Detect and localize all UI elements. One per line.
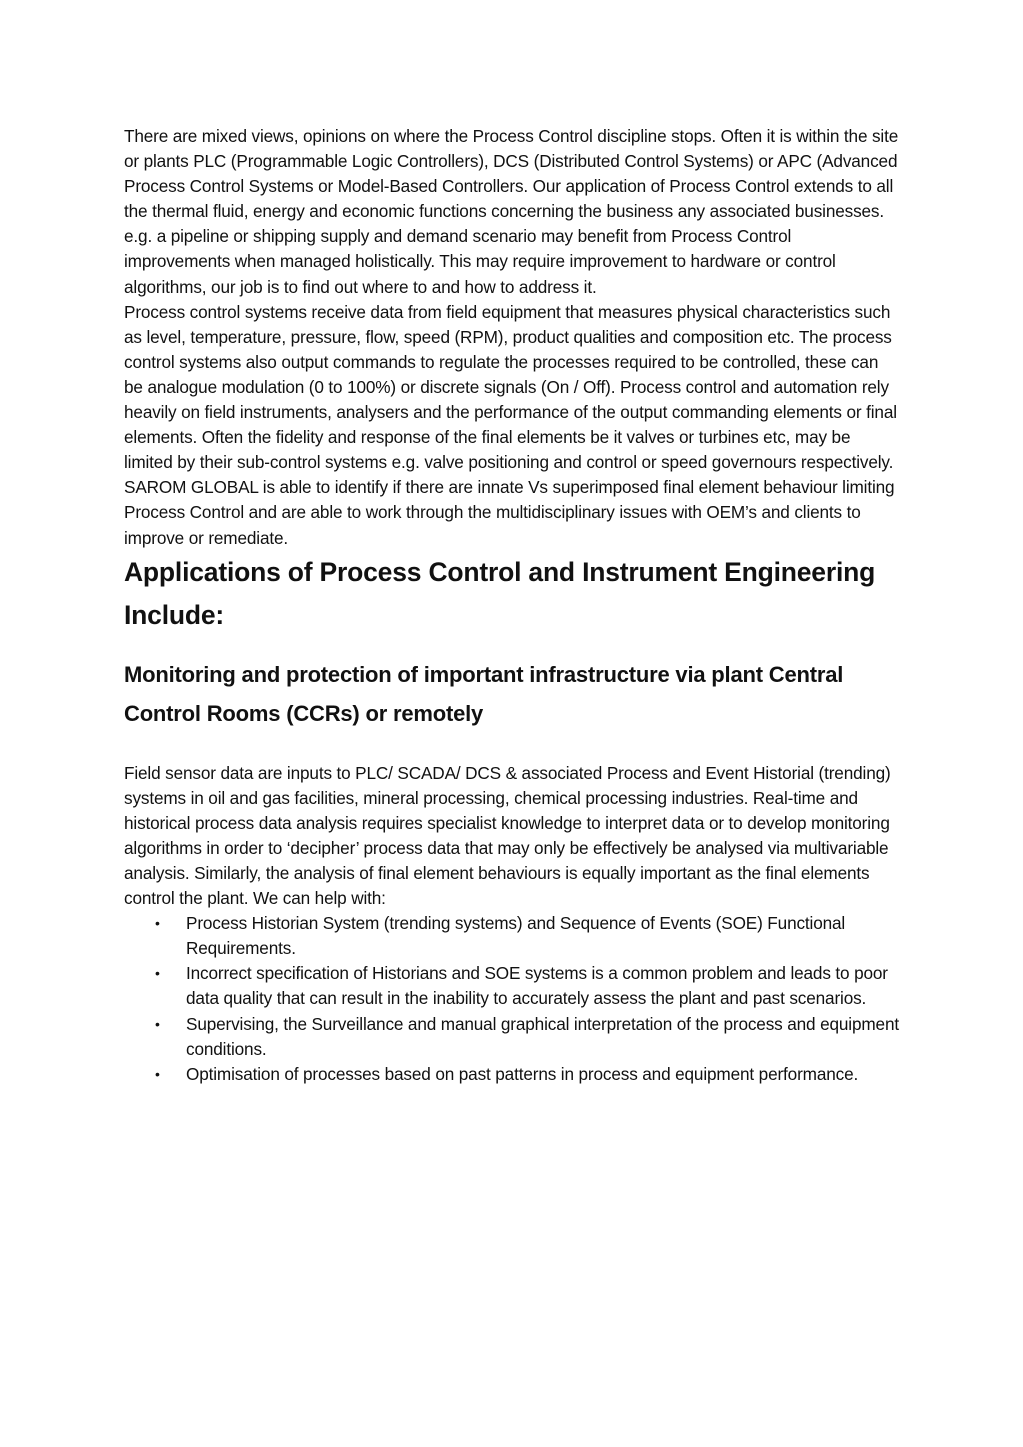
document-page [124, 124, 900, 1087]
heading-monitoring-protection: Monitoring and protection of important infrastructure via plant Central Control Rooms (CCRs) or remotely [124, 661, 844, 726]
paragraph-process-control-scope: There are mixed views, opinions on where the Process Control discipline stops. Often it is within the site or plants PLC (Programmable Logic Controllers), DCS (Distributed Control Systems) or APC (Advanced Process Control Systems or Model-Based Controllers. Our application of Process Control extends to all the thermal fluid, energy and economic functions concerning the business any associated businesses. e.g. a pipeline or shipping supply and demand scenario may benefit from Process Control improvements when managed holistically. This may require improvement to hardware or control algorithms, our job is to find out where to and how to address it. [124, 126, 899, 297]
bullet-text: Supervising, the Surveillance and manual graphical interpretation of the process and equipment conditions. [186, 1013, 899, 1059]
bullet-item-specification [124, 961, 900, 1011]
bullet-text: Process Historian System (trending systems) and Sequence of Events (SOE) Functional Requirements. [186, 913, 846, 959]
bullet-item-historian [124, 911, 900, 961]
bullet-icon: • [155, 1015, 160, 1032]
bullet-text: Optimisation of processes based on past patterns in process and equipment performance. [186, 1063, 859, 1084]
bullet-icon: • [155, 965, 160, 982]
paragraph-field-sensor-data: Field sensor data are inputs to PLC/ SCADA/ DCS & associated Process and Event Historial (trending) systems in oil and gas facilities, mineral processing, chemical processing industries. Real-time and historical process data analysis requires specialist knowledge to interpret data or to develop monitoring algorithms in order to ‘decipher’ process data that may only be effectively be analysed via multivariable analysis. Similarly, the analysis of final element behaviours is equally important as the final elements control the plant. We can help with: [124, 762, 891, 909]
bullet-icon: • [155, 1065, 160, 1082]
bullet-item-optimisation [124, 1062, 900, 1087]
heading-applications: Applications of Process Control and Instrument Engineering Include: [124, 556, 876, 630]
bullet-text: Incorrect specification of Historians and SOE systems is a common problem and leads to poor data quality that can result in the inability to accurately assess the plant and past scenarios. [186, 963, 888, 1009]
bullet-list [124, 911, 900, 1087]
bullet-item-supervising [124, 1012, 900, 1062]
paragraph-process-control-systems: Process control systems receive data from field equipment that measures physical characteristics such as level, temperature, pressure, flow, speed (RPM), product qualities and composition etc. The process control systems also output commands to regulate the processes required to be controlled, these can be analogue modulation (0 to 100%) or discrete signals (On / Off). Process control and automation rely heavily on field instruments, analysers and the performance of the output commanding elements or final elements. Often the fidelity and response of the final elements be it valves or turbines etc, may be limited by their sub-control systems e.g. valve positioning and control or speed governours respectively. SAROM GLOBAL is able to identify if there are innate Vs superimposed final element behaviour limiting Process Control and are able to work through the multidisciplinary issues with OEM’s and clients to improve or remediate. [124, 301, 897, 548]
bullet-icon: • [155, 915, 160, 932]
